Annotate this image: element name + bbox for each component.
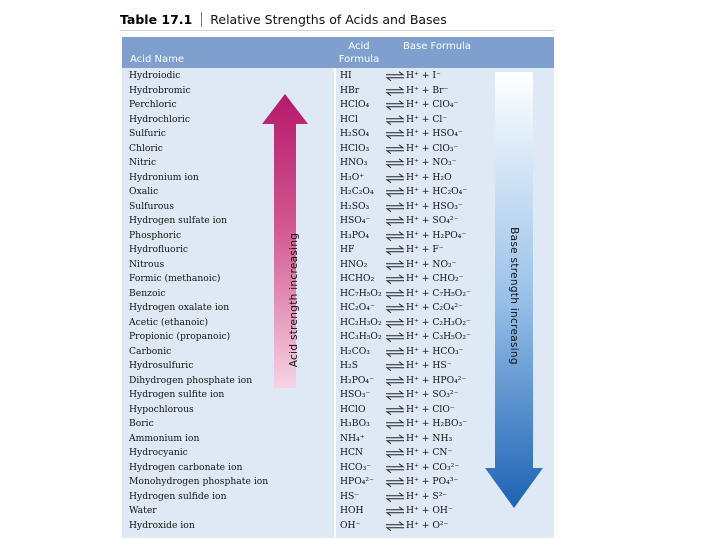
acid-name: Hydrogen oxalate ion <box>129 302 230 313</box>
base-formula: H⁺ + I⁻ <box>406 70 441 81</box>
acid-formula: H₂PO₄⁻ <box>340 374 374 386</box>
acid-formula: HC₂H₃O₂ <box>340 316 382 328</box>
acid-name: Formic (methanoic) <box>129 273 221 284</box>
equilibrium-arrow-icon <box>385 69 405 84</box>
equilibrium-arrow-icon <box>385 287 405 302</box>
base-formula: H⁺ + PO₄³⁻ <box>406 476 459 487</box>
base-formula: H⁺ + CO₃²⁻ <box>406 461 460 473</box>
acid-formula: HCN <box>340 447 364 458</box>
base-formula: H⁺ + C₇H₅O₂⁻ <box>406 287 471 299</box>
acid-name: Hydrogen sulfide ion <box>129 490 227 502</box>
acid-formula: H₂CO₃ <box>340 345 370 357</box>
equilibrium-arrow-icon <box>385 185 405 200</box>
base-formula: H⁺ + NO₃⁻ <box>406 157 457 168</box>
acid-name: Perchloric <box>129 99 177 110</box>
acid-strength-label: Acid strength increasing <box>288 232 300 368</box>
acid-name: Nitrous <box>129 258 165 270</box>
base-formula: H⁺ + SO₃²⁻ <box>406 389 459 400</box>
equilibrium-arrow-icon <box>385 200 405 215</box>
header-acid-name: Acid Name <box>130 54 184 65</box>
base-formula: H⁺ + C₂O₄²⁻ <box>406 302 463 313</box>
acid-name: Hydronium ion <box>129 171 199 183</box>
acid-name: Sulfuric <box>129 128 166 139</box>
acid-formula: HClO₄ <box>340 99 370 110</box>
header-base-formula: Base Formula <box>403 41 471 52</box>
base-formula: H⁺ + H₂PO₄⁻ <box>406 229 467 241</box>
acid-formula: HClO₃ <box>340 142 370 154</box>
acid-name: Hydroxide ion <box>129 519 195 531</box>
base-formula: H⁺ + OH⁻ <box>406 505 453 516</box>
base-formula: H⁺ + HS⁻ <box>406 360 452 371</box>
equilibrium-arrow-icon <box>385 229 405 244</box>
base-formula: H⁺ + C₂H₃O₂⁻ <box>406 316 471 328</box>
acid-name: Carbonic <box>129 345 172 357</box>
equilibrium-arrow-icon <box>385 98 405 113</box>
base-formula: H⁺ + S²⁻ <box>406 490 448 502</box>
acid-name: Dihydrogen phosphate ion <box>129 374 253 386</box>
base-formula: H⁺ + H₂O <box>406 171 452 183</box>
acid-formula: H₃PO₄ <box>340 229 370 241</box>
acid-formula: HCO₃⁻ <box>340 461 372 473</box>
equilibrium-arrow-icon <box>385 432 405 447</box>
base-formula: H⁺ + O²⁻ <box>406 519 449 531</box>
equilibrium-arrow-icon <box>385 403 405 418</box>
acid-name: Phosphoric <box>129 229 182 241</box>
equilibrium-arrow-icon <box>385 330 405 345</box>
equilibrium-arrow-icon <box>385 475 405 490</box>
acid-formula: HC₇H₅O₂ <box>340 287 382 299</box>
acid-formula: HC₂O₄⁻ <box>340 302 375 313</box>
equilibrium-arrow-icon <box>385 490 405 505</box>
acid-name: Ammonium ion <box>129 432 200 444</box>
base-formula: H⁺ + ClO⁻ <box>406 403 455 415</box>
table-title: Relative Strengths of Acids and Bases <box>210 11 447 27</box>
equilibrium-arrow-icon <box>385 214 405 229</box>
equilibrium-arrow-icon <box>385 171 405 186</box>
base-formula: H⁺ + HSO₃⁻ <box>406 200 463 212</box>
equilibrium-arrow-icon <box>385 272 405 287</box>
acid-formula: HSO₃⁻ <box>340 389 371 400</box>
equilibrium-arrow-icon <box>385 519 405 534</box>
equilibrium-arrow-icon <box>385 417 405 432</box>
acid-formula: HPO₄²⁻ <box>340 476 374 487</box>
base-formula: H⁺ + C₃H₅O₂⁻ <box>406 331 471 342</box>
acid-formula: HS⁻ <box>340 490 360 502</box>
base-formula: H⁺ + Cl⁻ <box>406 113 448 125</box>
equilibrium-arrow-icon <box>385 142 405 157</box>
base-formula: H⁺ + CHO₂⁻ <box>406 273 464 284</box>
base-formula: H⁺ + ClO₃⁻ <box>406 142 459 154</box>
base-formula: H⁺ + NH₃ <box>406 432 453 444</box>
equilibrium-arrow-icon <box>385 359 405 374</box>
acid-name: Hydrofluoric <box>129 244 189 255</box>
base-formula: H⁺ + F⁻ <box>406 244 444 255</box>
base-formula: H⁺ + NO₂⁻ <box>406 258 457 270</box>
table-row <box>122 519 554 534</box>
equilibrium-arrow-icon <box>385 316 405 331</box>
acid-strength-arrow <box>262 94 308 388</box>
base-formula: H⁺ + ClO₄⁻ <box>406 99 459 110</box>
equilibrium-arrow-icon <box>385 504 405 519</box>
equilibrium-arrow-icon <box>385 127 405 142</box>
acid-name: Benzoic <box>129 287 166 299</box>
acid-formula: HNO₃ <box>340 157 368 168</box>
acid-name: Hydrogen sulfate ion <box>129 215 228 226</box>
table-caption <box>120 8 554 31</box>
acid-name: Propionic (propanoic) <box>129 331 231 342</box>
table-header <box>122 37 554 68</box>
acid-formula: HF <box>340 244 355 255</box>
acid-formula: H₂C₂O₄ <box>340 186 374 197</box>
equilibrium-arrow-icon <box>385 461 405 476</box>
equilibrium-arrow-icon <box>385 156 405 171</box>
equilibrium-arrow-icon <box>385 345 405 360</box>
table-number: Table 17.1 <box>120 12 202 27</box>
equilibrium-arrow-icon <box>385 258 405 273</box>
acid-formula: HClO <box>340 403 366 415</box>
acid-formula: H₃O⁺ <box>340 171 365 183</box>
acid-formula: H₃BO₃ <box>340 418 370 429</box>
acid-name: Sulfurous <box>129 200 175 212</box>
equilibrium-arrow-icon <box>385 388 405 403</box>
acid-name: Hydrocyanic <box>129 447 188 458</box>
base-formula: H⁺ + HSO₄⁻ <box>406 128 463 139</box>
acid-formula: NH₄⁺ <box>340 432 365 444</box>
equilibrium-arrow-icon <box>385 446 405 461</box>
acid-formula: H₂SO₃ <box>340 200 370 212</box>
acid-formula: HOH <box>340 505 364 516</box>
acid-formula: HI <box>340 70 352 81</box>
base-formula: H⁺ + HPO₄²⁻ <box>406 374 467 386</box>
equilibrium-arrow-icon <box>385 113 405 128</box>
acid-name: Hydrogen carbonate ion <box>129 461 243 473</box>
acid-name: Water <box>129 505 157 516</box>
acid-name: Hydrobromic <box>129 84 191 96</box>
acid-formula: HBr <box>340 84 360 96</box>
acid-formula: HCl <box>340 113 358 125</box>
acid-name: Boric <box>129 418 154 429</box>
equilibrium-arrow-icon <box>385 84 405 99</box>
acid-name: Acetic (ethanoic) <box>129 316 209 328</box>
acid-name: Hypochlorous <box>129 403 194 415</box>
acid-formula: HC₃H₅O₂ <box>340 331 382 342</box>
base-formula: H⁺ + H₂BO₃⁻ <box>406 418 468 429</box>
acid-formula: H₂S <box>340 360 358 371</box>
base-formula: H⁺ + HC₂O₄⁻ <box>406 186 468 197</box>
acid-name: Chloric <box>129 142 163 154</box>
acid-formula: H₂SO₄ <box>340 128 370 139</box>
base-formula: H⁺ + Br⁻ <box>406 84 449 96</box>
base-formula: H⁺ + SO₄²⁻ <box>406 215 459 226</box>
acid-formula: OH⁻ <box>340 519 361 531</box>
acid-name: Hydrochloric <box>129 113 191 125</box>
acid-formula: HSO₄⁻ <box>340 215 371 226</box>
equilibrium-arrow-icon <box>385 374 405 389</box>
acid-name: Hydrogen sulfite ion <box>129 389 225 400</box>
base-formula: H⁺ + HCO₃⁻ <box>406 345 464 357</box>
acid-name: Oxalic <box>129 186 159 197</box>
equilibrium-arrow-icon <box>385 301 405 316</box>
acid-formula: HCHO₂ <box>340 273 375 284</box>
acid-formula: HNO₂ <box>340 258 368 270</box>
equilibrium-arrow-icon <box>385 243 405 258</box>
header-acid-formula: Acid Formula <box>338 41 380 65</box>
base-strength-label: Base strength increasing <box>508 227 520 365</box>
base-formula: H⁺ + CN⁻ <box>406 447 453 458</box>
acid-name: Nitric <box>129 157 157 168</box>
acid-name: Monohydrogen phosphate ion <box>129 476 269 487</box>
acid-name: Hydrosulfuric <box>129 360 194 371</box>
acid-name: Hydroiodic <box>129 70 181 81</box>
